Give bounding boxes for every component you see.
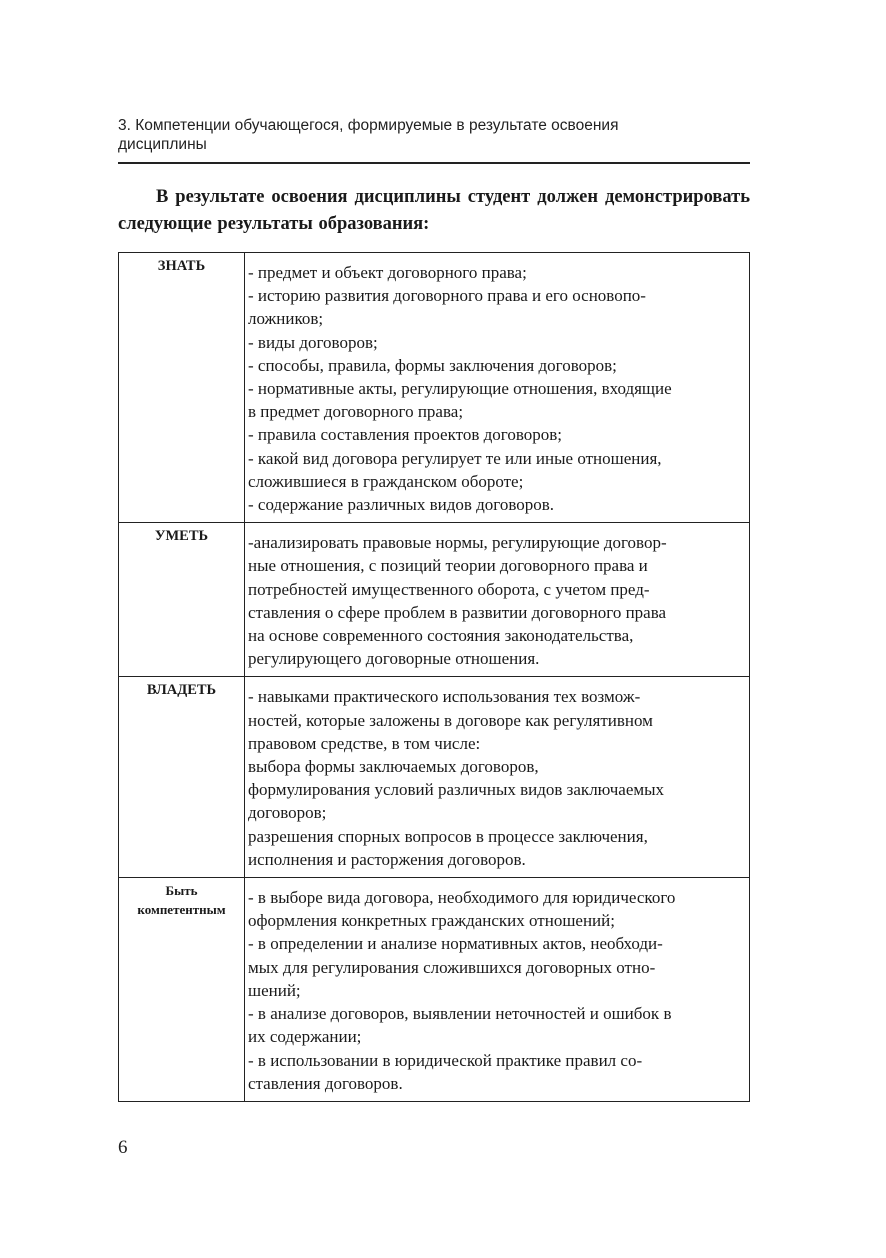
competence-content-line: - какой вид договора регулирует те или иные отношения,: [248, 448, 662, 468]
competence-content-line: - навыками практического использования тех возмож-: [248, 687, 641, 707]
competence-content-line: ные отношения, с позиций теории договорного права и: [248, 556, 648, 576]
competence-label: ЗНАТЬ: [157, 258, 206, 274]
competence-content-line: мых для регулирования сложившихся договорных отно-: [248, 957, 656, 977]
competence-content-line: - нормативные акты, регулирующие отношения, входящие: [248, 379, 672, 399]
competence-content-line: - историю развития договорного права и его основопо-: [248, 286, 646, 306]
competence-content-line: - виды договоров;: [248, 332, 378, 352]
competence-content-line: договоров;: [248, 803, 327, 823]
competence-content-line: формулирования условий различных видов заключаемых: [248, 780, 665, 800]
competence-label-cell: [119, 523, 245, 677]
competence-label: ВЛАДЕТЬ: [146, 682, 217, 699]
competence-content-line: ставления о сфере проблем в развитии договорного права: [248, 602, 667, 622]
running-header-line-1: 3. Компетенции обучающегося, формируемые в результате освоения: [118, 117, 619, 134]
competence-label-cell: [119, 878, 245, 1102]
running-header: [118, 116, 750, 154]
competence-label-cell: [119, 253, 245, 523]
competence-row: [119, 878, 750, 1102]
competence-row: [119, 523, 750, 677]
competence-content-line: - правила составления проектов договоров;: [248, 425, 562, 445]
competence-content-line: потребностей имущественного оборота, с учетом пред-: [248, 579, 650, 599]
competence-content-cell: [245, 677, 750, 878]
page-number: 6: [118, 1137, 128, 1158]
competence-content-line: - в анализе договоров, выявлении неточностей и ошибок в: [248, 1004, 672, 1024]
competence-content-line: - в выборе вида договора, необходимого для юридического: [248, 888, 676, 908]
competence-content-line: сложившиеся в гражданском обороте;: [248, 471, 524, 491]
competence-content-line: - содержание различных видов договоров.: [248, 495, 555, 515]
intro-paragraph: В результате освоения дисциплины студент должен демонстрировать следующие результаты образования:: [118, 187, 750, 234]
competence-table-body: [119, 253, 750, 1102]
competence-row: [119, 253, 750, 523]
competence-content-line: разрешения спорных вопросов в процессе заключения,: [248, 826, 648, 846]
running-header-line-2: дисциплины: [118, 136, 207, 153]
competence-content-line: шений;: [248, 980, 301, 1000]
competence-label: УМЕТЬ: [154, 528, 209, 545]
competence-content-line: - предмет и объект договорного права;: [248, 263, 527, 282]
competence-content-cell: [245, 878, 750, 1102]
competence-label-cell: [119, 677, 245, 878]
competence-content-line: ложников;: [248, 309, 324, 329]
competence-content-line: правовом средстве, в том числе:: [248, 733, 481, 753]
competence-content-line: ставления договоров.: [248, 1073, 403, 1093]
competence-label-line: Быть: [165, 883, 198, 899]
competence-row: [119, 677, 750, 878]
competence-content-line: - в определении и анализе нормативных актов, необходи-: [248, 934, 663, 954]
competence-content-line: на основе современного состояния законодательства,: [248, 626, 634, 646]
competence-content-cell: [245, 253, 750, 523]
header-rule: [118, 162, 750, 164]
competence-content-line: выбора формы заключаемых договоров,: [248, 757, 539, 777]
competence-label-line: компетентным: [137, 902, 226, 918]
competence-content-line: - способы, правила, формы заключения договоров;: [248, 355, 617, 375]
competence-content-line: регулирующего договорные отношения.: [248, 649, 540, 669]
competence-content-line: их содержании;: [248, 1027, 362, 1047]
competence-content-line: оформления конкретных гражданских отношений;: [248, 911, 615, 931]
competence-content-line: в предмет договорного права;: [248, 402, 464, 422]
competence-content-line: - в использовании в юридической практике правил со-: [248, 1050, 643, 1070]
competence-content-cell: [245, 523, 750, 677]
competence-content-line: -анализировать правовые нормы, регулирующие договор-: [248, 533, 667, 553]
competence-content-line: исполнения и расторжения договоров.: [248, 849, 526, 869]
competence-table: [118, 252, 750, 1102]
competence-content-line: ностей, которые заложены в договоре как регулятивном: [248, 710, 653, 730]
